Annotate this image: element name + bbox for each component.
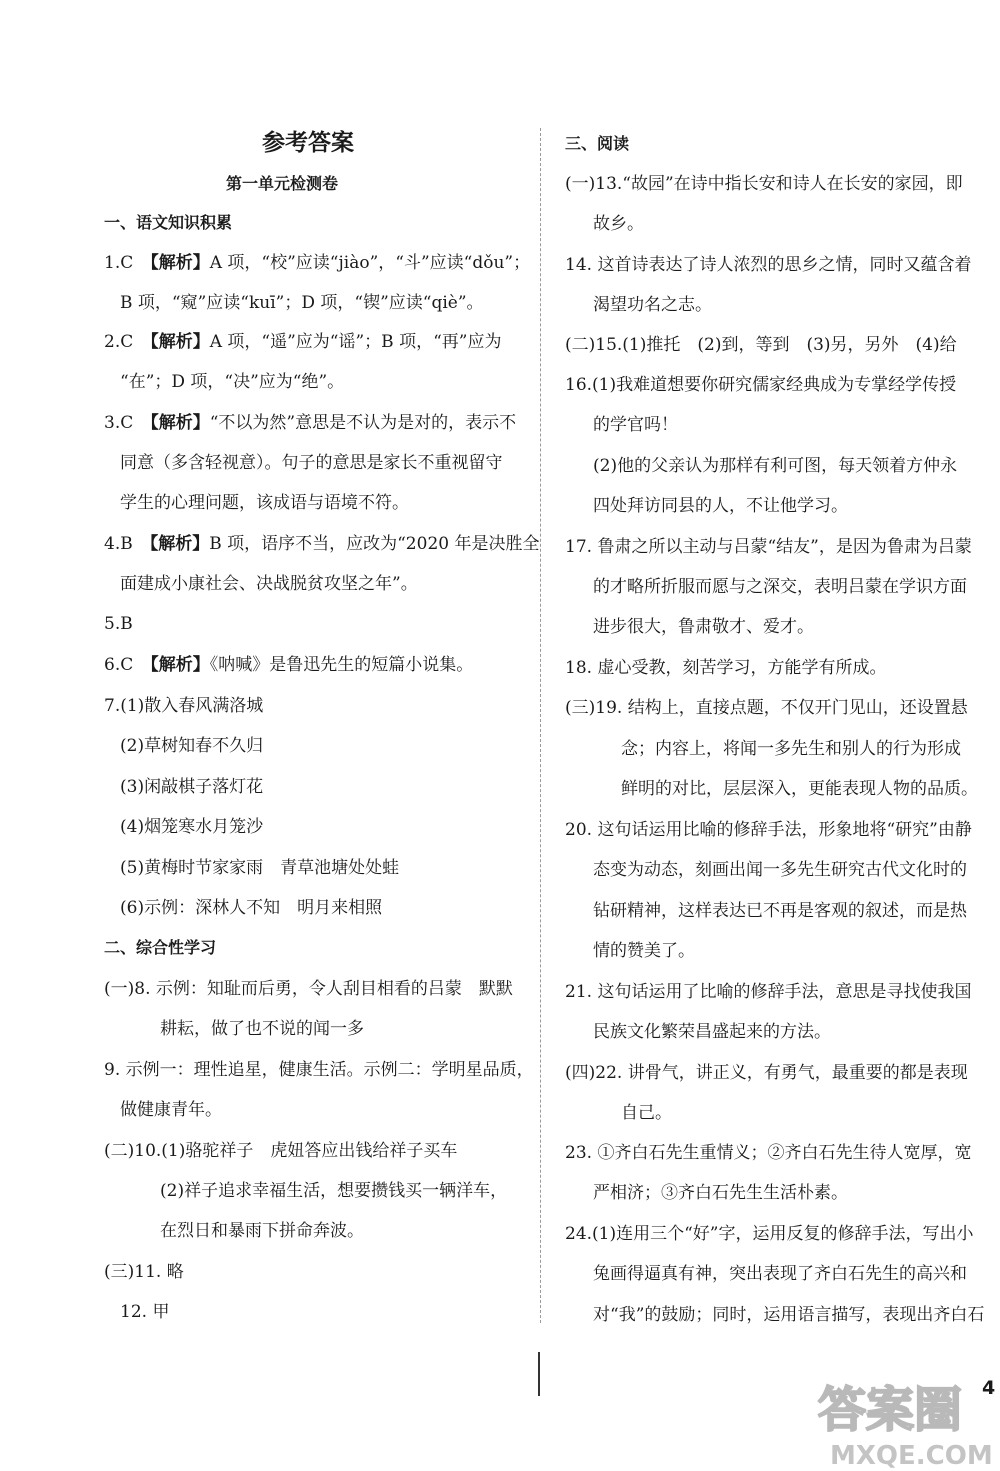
answer-line: (2)祥子追求幸福生活，想要攒钱买一辆洋车，	[160, 1181, 508, 1201]
answer-line: 3.C 【解析】“不以为然”意思是不认为是对的，表示不	[104, 413, 517, 433]
answer-line: (3)闲敲棋子落灯花	[120, 777, 264, 797]
answer-line: 做健康青年。	[120, 1100, 222, 1120]
answer-line: (一)8. 示例：知耻而后勇，令人刮目相看的吕蒙 默默	[104, 979, 513, 999]
answer-line: (二)15.(1)推托 (2)到，等到 (3)另，另外 (4)给	[565, 335, 957, 355]
page-subtitle: 第一单元检测卷	[226, 174, 339, 193]
answer-line: (2)草树知春不久归	[120, 736, 264, 756]
page-number: 4	[982, 1377, 996, 1399]
answer-line: 12. 甲	[120, 1302, 170, 1322]
section-heading-2: 二、综合性学习	[104, 938, 217, 957]
answer-line: 鲜明的对比，层层深入，更能表现人物的品质。	[621, 779, 978, 799]
answer-line: 情的赞美了。	[593, 941, 695, 961]
answer-line: 四处拜访同县的人，不让他学习。	[593, 496, 848, 516]
answer-line: (三)11. 略	[104, 1262, 184, 1282]
answer-line: 的学官吗！	[593, 415, 678, 435]
watermark-sub-text: MXQE.COM	[830, 1441, 993, 1471]
scan-mark	[538, 1352, 540, 1396]
answer-line: (2)他的父亲认为那样有利可图，每天领着方仲永	[593, 456, 958, 476]
answer-line: 兔画得逼真有神，突出表现了齐白石先生的高兴和	[593, 1264, 967, 1284]
watermark-main-text: 答案圈	[818, 1382, 963, 1438]
answer-line: (一)13.“故园”在诗中指长安和诗人在长安的家园，即	[565, 174, 963, 194]
answer-line: (四)22. 讲骨气，讲正义，有勇气，最重要的都是表现	[565, 1063, 968, 1083]
answer-line: 14. 这首诗表达了诗人浓烈的思乡之情，同时又蕴含着	[565, 255, 972, 275]
answer-line: 5.B	[104, 614, 133, 634]
answer-line: 24.(1)连用三个“好”字，运用反复的修辞手法，写出小	[565, 1224, 974, 1244]
answer-line: 2.C 【解析】A 项，“遥”应为“谣”；B 项，“再”应为	[104, 332, 502, 352]
answer-line: 态变为动态，刻画出闻一多先生研究古代文化时的	[593, 860, 967, 880]
answer-line: 23. ①齐白石先生重情义；②齐白石先生待人宽厚，宽	[565, 1143, 972, 1163]
analysis-label: 【解析】	[150, 332, 210, 352]
answer-line: 钻研精神，这样表达已不再是客观的叙述，而是热	[593, 901, 967, 921]
answer-line: “在”；D 项，“决”应为“绝”。	[120, 372, 345, 392]
answer-line: 进步很大，鲁肃敬才、爱才。	[593, 617, 814, 637]
answer-line: 故乡。	[593, 214, 644, 234]
answer-line: 对“我”的鼓励；同时，运用语言描写，表现出齐白石	[593, 1305, 985, 1325]
section-heading-1: 一、语文知识积累	[104, 213, 233, 232]
answer-line: 自己。	[621, 1103, 672, 1123]
page-title: 参考答案	[262, 130, 354, 156]
column-divider	[540, 128, 541, 1323]
analysis-label: 【解析】	[150, 655, 210, 675]
answer-line: 16.(1)我难道想要你研究儒家经典成为专掌经学传授	[565, 375, 957, 395]
answer-line: 20. 这句话运用比喻的修辞手法，形象地将“研究”由静	[565, 820, 972, 840]
answer-line: (二)10.(1)骆驼祥子 虎妞答应出钱给祥子买车	[104, 1141, 458, 1161]
answer-line: 9. 示例一：理性追星，健康生活。示例二：学明星品质，	[104, 1060, 534, 1080]
answer-line: 同意（多含轻视意）。句子的意思是家长不重视留守	[120, 453, 503, 473]
answer-line: 严相济；③齐白石先生生活朴素。	[593, 1183, 848, 1203]
answer-line: 18. 虚心受教，刻苦学习，方能学有所成。	[565, 658, 887, 678]
answer-line: (5)黄梅时节家家雨 青草池塘处处蛙	[120, 858, 400, 878]
section-heading-3: 三、阅读	[565, 134, 630, 153]
watermark-logo	[812, 1368, 1000, 1471]
answer-line: 念；内容上，将闻一多先生和别人的行为形成	[621, 739, 961, 759]
answer-line: 耕耘，做了也不说的闻一多	[160, 1019, 364, 1039]
answer-line: 17. 鲁肃之所以主动与吕蒙“结友”，是因为鲁肃为吕蒙	[565, 537, 972, 557]
analysis-label: 【解析】	[149, 534, 210, 554]
answer-line: 6.C 【解析】《呐喊》是鲁迅先生的短篇小说集。	[104, 655, 474, 675]
answer-line: 面建成小康社会、决战脱贫攻坚之年”。	[120, 574, 418, 594]
analysis-label: 【解析】	[150, 253, 210, 273]
answer-line: 民族文化繁荣昌盛起来的方法。	[593, 1022, 831, 1042]
answer-line: (4)烟笼寒水月笼沙	[120, 817, 264, 837]
answer-line: (6)示例：深林人不知 明月来相照	[120, 898, 383, 918]
answer-line: 学生的心理问题，该成语与语境不符。	[120, 493, 409, 513]
answer-line: 的才略所折服而愿与之深交，表明吕蒙在学识方面	[593, 577, 967, 597]
answer-line: 在烈日和暴雨下拼命奔波。	[160, 1221, 364, 1241]
answer-line: 1.C 【解析】A 项，“校”应读“jiào”，“斗”应读“dǒu”；	[104, 253, 531, 273]
answer-line: 渴望功名之志。	[593, 295, 712, 315]
answer-line: 21. 这句话运用了比喻的修辞手法，意思是寻找使我国	[565, 982, 972, 1002]
answer-line: B 项，“窥”应读“kuī”；D 项，“锲”应读“qiè”。	[120, 293, 484, 313]
answer-line: 4.B 【解析】B 项，语序不当，应改为“2020 年是决胜全	[104, 534, 540, 554]
analysis-label: 【解析】	[150, 413, 210, 433]
answer-line: 7.(1)散入春风满洛城	[104, 696, 264, 716]
answer-line: (三)19. 结构上，直接点题，不仅开门见山，还设置悬	[565, 698, 968, 718]
